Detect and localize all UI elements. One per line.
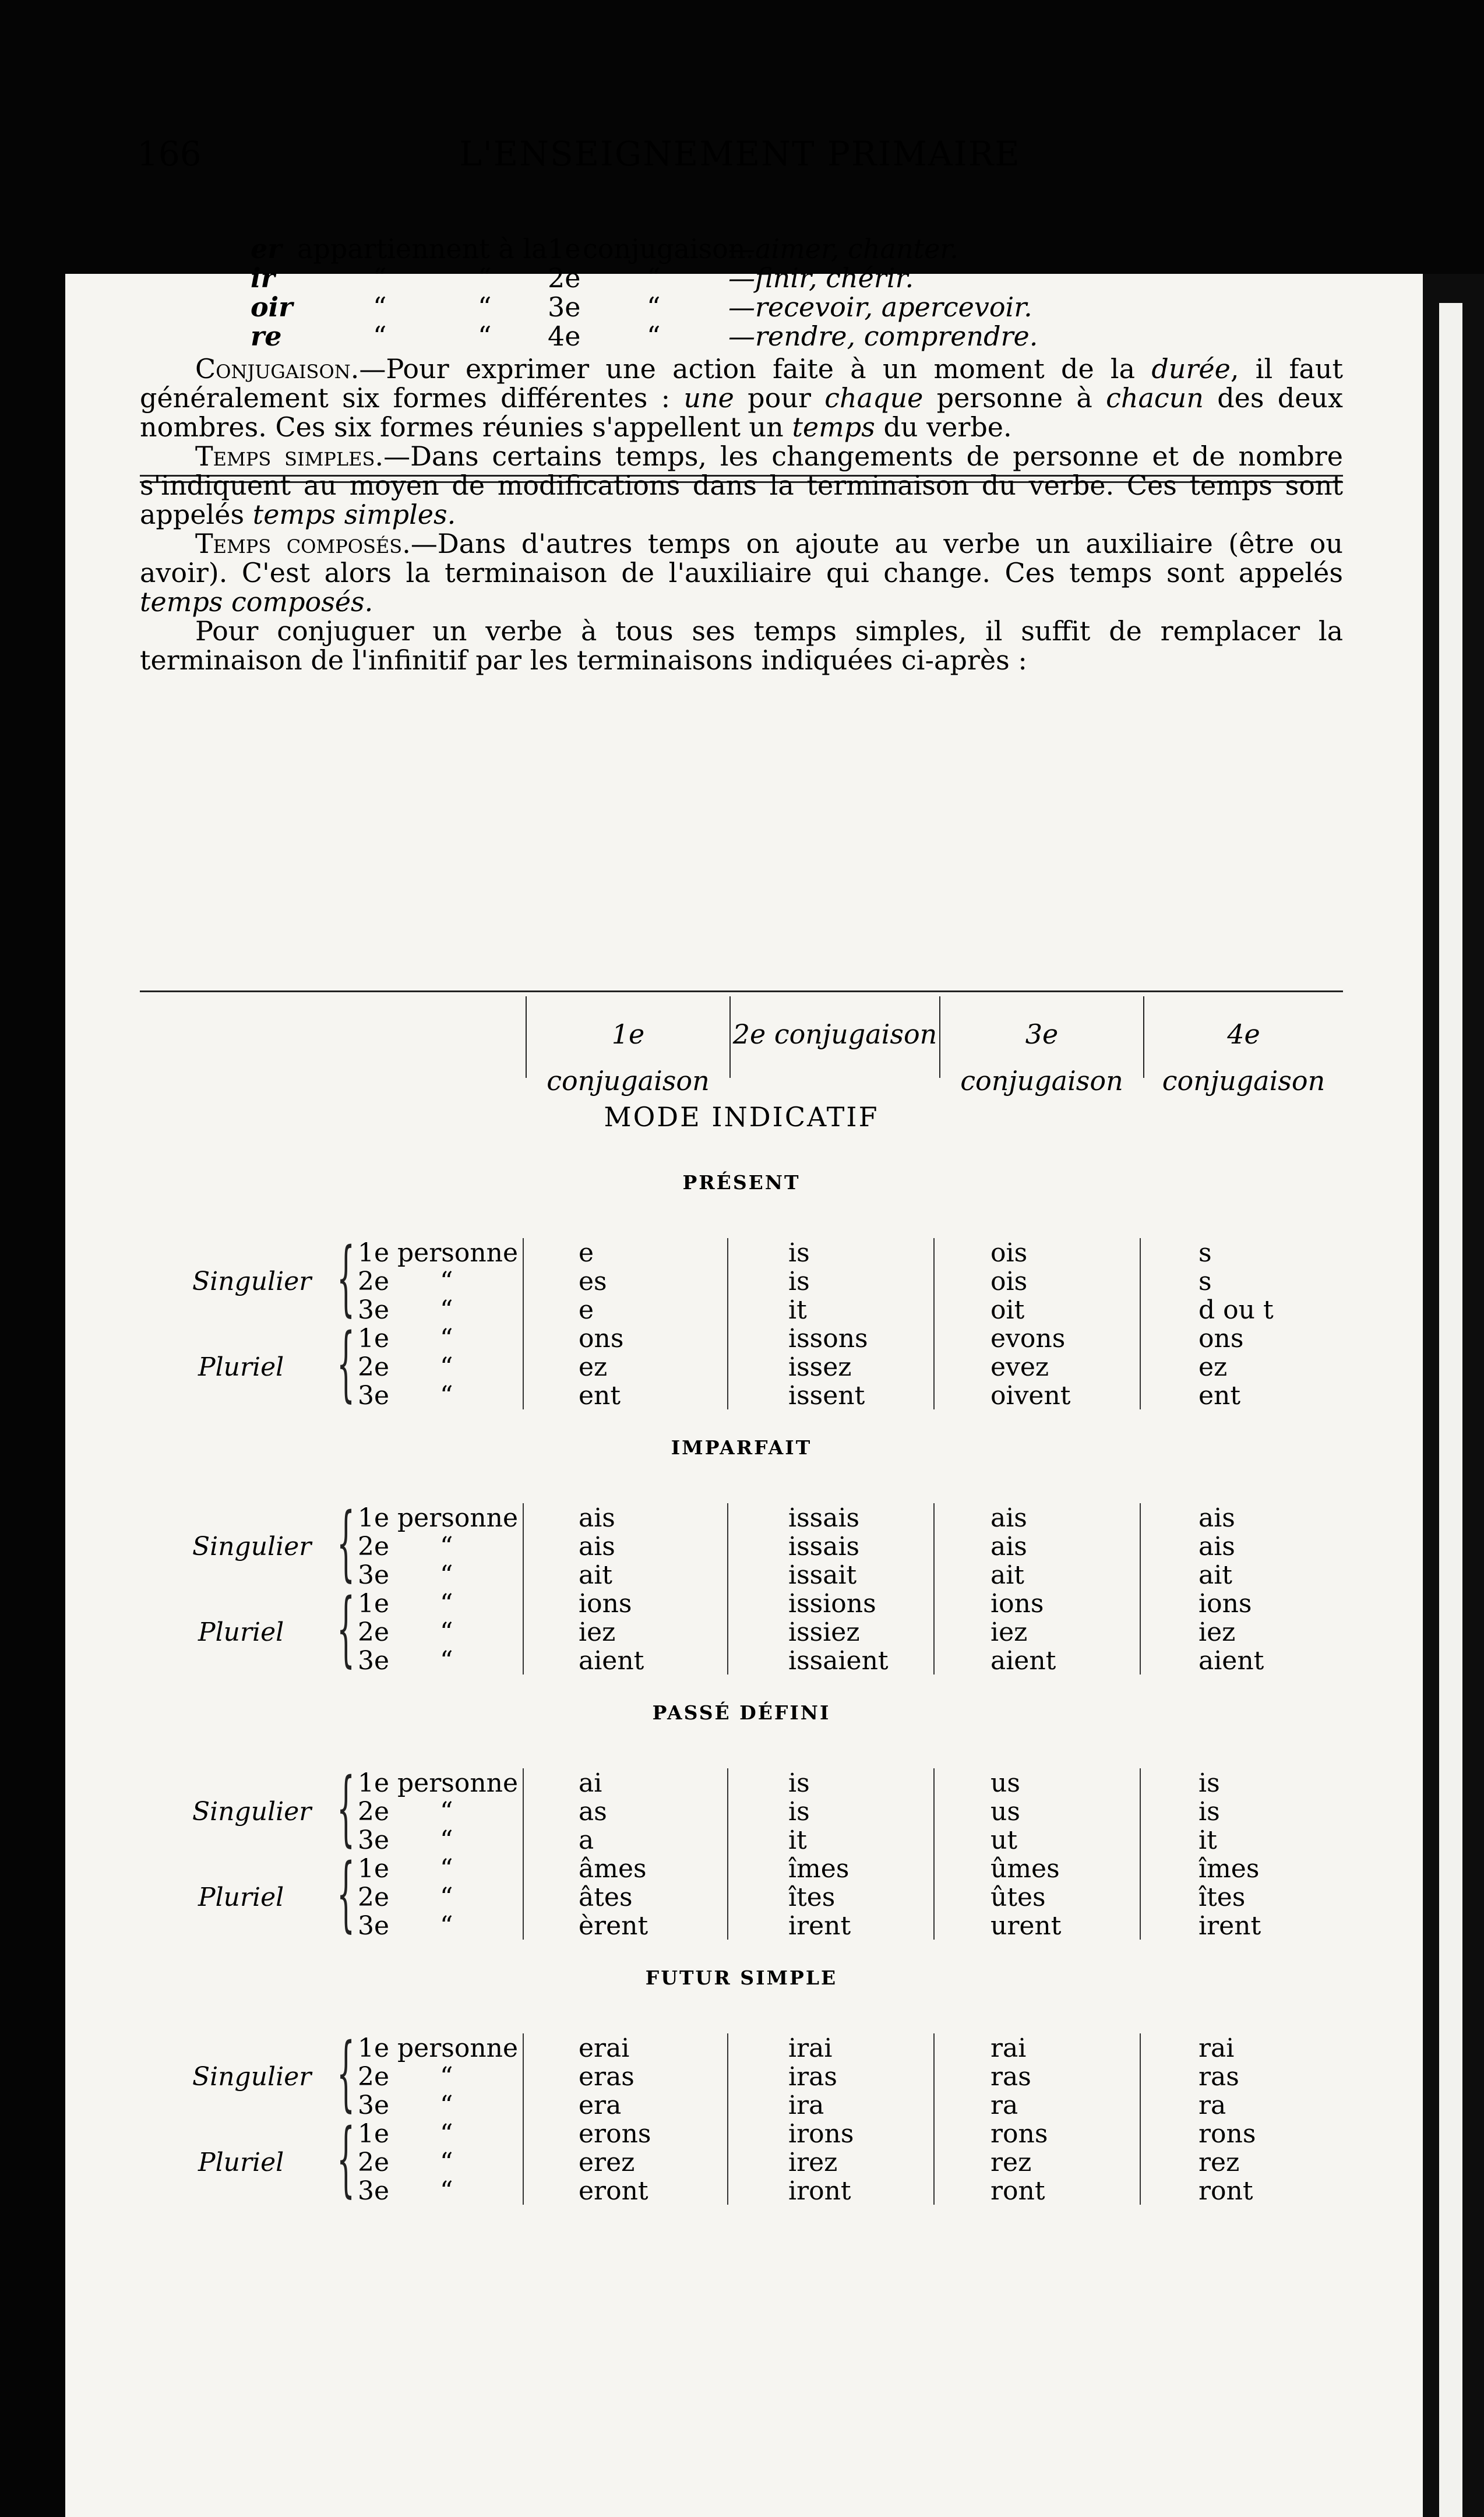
ditto-mark: “ bbox=[440, 1352, 453, 1382]
ending-cell: is bbox=[1199, 1768, 1220, 1798]
ending-cell: ois bbox=[990, 1267, 1028, 1296]
person-label: 1e bbox=[358, 1324, 390, 1353]
next-page-edge bbox=[1439, 303, 1462, 2517]
suffix: ir bbox=[251, 262, 275, 294]
tense-title: PRÉSENT bbox=[682, 1171, 801, 1194]
paragraph-instructions: Pour conjuguer un verbe à tous ses temps simples, il suffit de remplacer la terminaison de l'infinitif par les terminaisons indiquées ci-après : bbox=[140, 615, 1343, 676]
person-label: 1e bbox=[358, 1854, 390, 1884]
text-run: des deux nombres. Ces six formes réunies s'appellent un bbox=[140, 382, 1343, 443]
header-conj-2: 2e conjugaison bbox=[732, 1018, 937, 1050]
brace-plural: { bbox=[337, 1581, 355, 1676]
emphasis: chacun bbox=[1106, 382, 1204, 414]
ending-cell: âtes bbox=[579, 1883, 633, 1912]
group-label-plural: Pluriel bbox=[198, 1883, 284, 1912]
ending-cell: irai bbox=[788, 2033, 833, 2063]
column-divider bbox=[933, 1238, 935, 1409]
ending-cell: îtes bbox=[788, 1883, 836, 1912]
ditto-mark: “ bbox=[440, 1825, 453, 1855]
suffix-row bbox=[251, 233, 1241, 265]
emphasis: temps simples. bbox=[252, 499, 456, 530]
ending-cell: it bbox=[1199, 1825, 1217, 1855]
column-divider bbox=[523, 1238, 524, 1409]
ending-cell: irent bbox=[1199, 1911, 1261, 1941]
ending-cell: is bbox=[788, 1768, 810, 1798]
column-divider bbox=[727, 1503, 728, 1675]
paragraph-temps-composes bbox=[140, 529, 1343, 616]
emphasis: temps bbox=[792, 411, 875, 443]
brace-singular: { bbox=[337, 2026, 355, 2121]
ending-cell: issions bbox=[788, 1589, 876, 1619]
ending-cell: is bbox=[788, 1238, 810, 1268]
emphasis: chaque bbox=[824, 382, 923, 414]
column-divider bbox=[727, 1768, 728, 1940]
ending-cell: aient bbox=[990, 1646, 1056, 1676]
person-label: 2e bbox=[358, 2062, 390, 2092]
ending-cell: issent bbox=[788, 1381, 865, 1411]
ditto-mark: “ bbox=[440, 1560, 453, 1590]
paragraph-label: Temps simples. bbox=[195, 440, 384, 472]
brace-plural: { bbox=[337, 1846, 355, 1941]
column-divider bbox=[933, 1503, 935, 1675]
person-label: 3e bbox=[358, 1911, 390, 1941]
running-title: L'ENSEIGNEMENT PRIMAIRE bbox=[459, 134, 1021, 174]
ending-cell: issons bbox=[788, 1324, 868, 1353]
text-run: —Dans d'autres temps on ajoute au verbe un auxiliaire (être ou avoir). C'est alors la terminaison de l'auxiliaire qui change. Ces temps sont appelés bbox=[140, 528, 1343, 588]
suffix-tail: conjugaison. bbox=[583, 233, 755, 265]
page-number: 166 bbox=[137, 134, 202, 174]
group-label-singular: Singulier bbox=[192, 1797, 312, 1827]
person-label: 2e bbox=[358, 1267, 390, 1296]
conjugation-number: 2e bbox=[548, 262, 581, 294]
column-divider bbox=[523, 1768, 524, 1940]
ditto-mark: “ bbox=[440, 2148, 453, 2177]
text-run: du verbe. bbox=[875, 411, 1012, 443]
ending-cell: erez bbox=[579, 2148, 635, 2177]
conjugation-number: 3e bbox=[548, 291, 581, 323]
suffix-row bbox=[251, 320, 1241, 350]
ending-cell: issait bbox=[788, 1560, 857, 1590]
ending-cell: iras bbox=[788, 2062, 837, 2092]
paragraph-label: Conjugaison. bbox=[195, 353, 359, 385]
conjugation-number: 4e bbox=[548, 320, 581, 352]
ending-cell: ait bbox=[579, 1560, 612, 1590]
ending-cell: oit bbox=[990, 1295, 1025, 1325]
ditto-mark: “ bbox=[440, 1295, 453, 1325]
ending-cell: eras bbox=[579, 2062, 635, 2092]
ending-cell: it bbox=[788, 1295, 807, 1325]
ending-cell: is bbox=[788, 1267, 810, 1296]
paragraph-label: Temps composés. bbox=[195, 528, 411, 559]
ending-cell: d ou t bbox=[1199, 1295, 1274, 1325]
text-run: personne à bbox=[923, 382, 1106, 414]
ending-cell: rai bbox=[1199, 2033, 1235, 2063]
text-run: , il faut généralement six formes différentes : bbox=[140, 353, 1343, 414]
ditto-mark: “ bbox=[440, 1617, 453, 1647]
ending-cell: us bbox=[990, 1768, 1020, 1798]
brace-singular: { bbox=[337, 1761, 355, 1856]
column-divider bbox=[523, 1503, 524, 1675]
ending-cell: irons bbox=[788, 2119, 854, 2149]
ending-cell: ira bbox=[788, 2091, 824, 2120]
ending-cell: issais bbox=[788, 1503, 860, 1533]
column-divider bbox=[1140, 2033, 1141, 2205]
ending-cell: ut bbox=[990, 1825, 1018, 1855]
ending-cell: issaient bbox=[788, 1646, 889, 1676]
ditto-mark: “ bbox=[373, 262, 387, 294]
ending-cell: issiez bbox=[788, 1617, 860, 1647]
ending-cell: erai bbox=[579, 2033, 630, 2063]
ending-cell: a bbox=[579, 1825, 594, 1855]
ditto-mark: “ bbox=[440, 1911, 453, 1941]
suffix: re bbox=[251, 320, 282, 352]
ending-cell: ûtes bbox=[990, 1883, 1046, 1912]
ending-cell: as bbox=[579, 1797, 607, 1827]
ending-cell: e bbox=[579, 1238, 594, 1268]
ending-cell: issez bbox=[788, 1352, 852, 1382]
suffix-prefix: appartiennent à la bbox=[297, 233, 548, 265]
ending-cell: irent bbox=[788, 1911, 851, 1941]
ending-cell: rai bbox=[990, 2033, 1027, 2063]
ditto-mark: “ bbox=[440, 1532, 453, 1561]
person-label: 2e bbox=[358, 1797, 390, 1827]
group-label-singular: Singulier bbox=[192, 1267, 312, 1296]
suffix-row bbox=[251, 291, 1241, 323]
ending-cell: îmes bbox=[1199, 1854, 1260, 1884]
ending-cell: iez bbox=[579, 1617, 616, 1647]
ending-cell: is bbox=[1199, 1797, 1220, 1827]
ending-cell: erons bbox=[579, 2119, 651, 2149]
ending-cell: ais bbox=[990, 1503, 1027, 1533]
ending-cell: ent bbox=[1199, 1381, 1241, 1411]
column-divider bbox=[1140, 1768, 1141, 1940]
ending-cell: iez bbox=[1199, 1617, 1236, 1647]
ditto-mark: “ bbox=[440, 1381, 453, 1411]
emphasis: durée bbox=[1151, 353, 1231, 385]
ending-cell: aient bbox=[1199, 1646, 1264, 1676]
ending-cell: ront bbox=[990, 2176, 1045, 2206]
person-label: 1e personne bbox=[358, 1238, 519, 1268]
ditto-mark: “ bbox=[478, 291, 492, 323]
suffix-examples: —rendre, comprendre. bbox=[728, 320, 1038, 352]
ending-cell: ez bbox=[1199, 1352, 1228, 1382]
ending-cell: âmes bbox=[579, 1854, 647, 1884]
ditto-mark: “ bbox=[440, 1797, 453, 1827]
tense-title: PASSÉ DÉFINI bbox=[652, 1701, 831, 1724]
header-conj-4: 4e conjugaison bbox=[1162, 1018, 1326, 1097]
ending-cell: ons bbox=[1199, 1324, 1244, 1353]
column-divider bbox=[933, 1768, 935, 1940]
group-label-plural: Pluriel bbox=[198, 1617, 284, 1647]
person-label: 3e bbox=[358, 1381, 390, 1411]
person-label: 2e bbox=[358, 1352, 390, 1382]
ditto-mark: “ bbox=[440, 2119, 453, 2149]
ending-cell: ais bbox=[1199, 1532, 1235, 1561]
ending-cell: evez bbox=[990, 1352, 1049, 1382]
column-divider bbox=[933, 2033, 935, 2205]
ending-cell: rez bbox=[1199, 2148, 1240, 2177]
ditto-mark: “ bbox=[440, 1883, 453, 1912]
ditto-mark: “ bbox=[478, 320, 492, 352]
paragraph-temps-simples bbox=[140, 442, 1343, 529]
text-run: —Pour exprimer une action faite à un moment de la bbox=[359, 353, 1152, 385]
emphasis: temps composés. bbox=[140, 586, 373, 618]
ditto-mark: “ bbox=[440, 2176, 453, 2206]
ending-cell: ois bbox=[990, 1238, 1028, 1268]
person-label: 1e bbox=[358, 1589, 390, 1619]
person-label: 3e bbox=[358, 1825, 390, 1855]
ending-cell: ions bbox=[990, 1589, 1044, 1619]
ditto-mark: “ bbox=[440, 1267, 453, 1296]
ending-cell: ais bbox=[579, 1532, 615, 1561]
ending-cell: iront bbox=[788, 2176, 851, 2206]
ditto-mark: “ bbox=[440, 2062, 453, 2092]
ending-cell: s bbox=[1199, 1267, 1212, 1296]
ending-cell: ent bbox=[579, 1381, 621, 1411]
conjugation-number: 1e bbox=[548, 233, 581, 265]
suffix-list bbox=[251, 233, 1241, 350]
paragraph-conjugaison bbox=[140, 354, 1343, 442]
ending-cell: aient bbox=[579, 1646, 644, 1676]
ditto-mark: “ bbox=[440, 1589, 453, 1619]
ending-cell: ait bbox=[990, 1560, 1024, 1590]
ending-cell: evons bbox=[990, 1324, 1066, 1353]
text-run: —Dans certains temps, les changements de personne et de nombre s'indiquent au moyen de modifications dans la terminaison du verbe. Ces temps sont appelés bbox=[140, 440, 1343, 530]
person-label: 1e personne bbox=[358, 2033, 519, 2063]
brace-singular: { bbox=[337, 1231, 355, 1326]
column-divider bbox=[523, 2033, 524, 2205]
ending-cell: s bbox=[1199, 1238, 1212, 1268]
running-head bbox=[137, 134, 1343, 192]
ending-cell: rons bbox=[1199, 2119, 1256, 2149]
ditto-mark: “ bbox=[440, 1646, 453, 1676]
ending-cell: ai bbox=[579, 1768, 602, 1798]
suffix-examples: —aimer, chanter. bbox=[728, 233, 958, 265]
suffix-examples: —finir, chérir. bbox=[728, 262, 914, 294]
person-label: 3e bbox=[358, 2176, 390, 2206]
ending-cell: ez bbox=[579, 1352, 608, 1382]
ending-cell: rons bbox=[990, 2119, 1048, 2149]
header-conj-1: 1e conjugaison bbox=[547, 1018, 710, 1097]
ending-cell: ûmes bbox=[990, 1854, 1060, 1884]
ending-cell: eront bbox=[579, 2176, 648, 2206]
ditto-mark: “ bbox=[373, 291, 387, 323]
ending-cell: era bbox=[579, 2091, 622, 2120]
ending-cell: ais bbox=[579, 1503, 615, 1533]
ending-cell: issais bbox=[788, 1532, 860, 1561]
ditto-mark: “ bbox=[647, 262, 661, 294]
ending-cell: it bbox=[788, 1825, 807, 1855]
suffix: er bbox=[251, 233, 282, 265]
conjugation-header bbox=[140, 990, 1343, 1097]
header-conj-3: 3e conjugaison bbox=[960, 1018, 1123, 1097]
suffix-row bbox=[251, 262, 1241, 294]
person-label: 2e bbox=[358, 1532, 390, 1561]
person-label: 3e bbox=[358, 2091, 390, 2120]
ending-cell: irez bbox=[788, 2148, 838, 2177]
group-label-singular: Singulier bbox=[192, 2062, 312, 2092]
ending-cell: urent bbox=[990, 1911, 1062, 1941]
ditto-mark: “ bbox=[647, 320, 661, 352]
mode-title: MODE INDICATIF bbox=[604, 1101, 879, 1133]
brace-singular: { bbox=[337, 1496, 355, 1591]
tense-title: IMPARFAIT bbox=[671, 1436, 812, 1459]
ending-cell: ront bbox=[1199, 2176, 1253, 2206]
ditto-mark: “ bbox=[440, 2091, 453, 2120]
person-label: 3e bbox=[358, 1560, 390, 1590]
ending-cell: is bbox=[788, 1797, 810, 1827]
ending-cell: îmes bbox=[788, 1854, 849, 1884]
column-divider bbox=[727, 1238, 728, 1409]
ending-cell: e bbox=[579, 1295, 594, 1325]
person-label: 1e personne bbox=[358, 1768, 519, 1798]
person-label: 3e bbox=[358, 1295, 390, 1325]
person-label: 1e bbox=[358, 2119, 390, 2149]
group-label-plural: Pluriel bbox=[198, 2148, 284, 2177]
person-label: 2e bbox=[358, 2148, 390, 2177]
text-run: pour bbox=[734, 382, 825, 414]
suffix: oir bbox=[251, 291, 293, 323]
ending-cell: rez bbox=[990, 2148, 1032, 2177]
body-text bbox=[140, 354, 1343, 675]
group-label-singular: Singulier bbox=[192, 1532, 312, 1561]
ending-cell: ait bbox=[1199, 1560, 1232, 1590]
ending-cell: îtes bbox=[1199, 1883, 1246, 1912]
ending-cell: ra bbox=[990, 2091, 1018, 2120]
suffix-examples: —recevoir, apercevoir. bbox=[728, 291, 1032, 323]
ending-cell: iez bbox=[990, 1617, 1028, 1647]
ending-cell: èrent bbox=[579, 1911, 648, 1941]
column-divider bbox=[1140, 1238, 1141, 1409]
brace-plural: { bbox=[337, 2111, 355, 2206]
ditto-mark: “ bbox=[373, 320, 387, 352]
ending-cell: es bbox=[579, 1267, 607, 1296]
ending-cell: oivent bbox=[990, 1381, 1071, 1411]
ditto-mark: “ bbox=[440, 1324, 453, 1353]
brace-plural: { bbox=[337, 1316, 355, 1411]
person-label: 3e bbox=[358, 1646, 390, 1676]
ditto-mark: “ bbox=[440, 1854, 453, 1884]
person-label: 2e bbox=[358, 1883, 390, 1912]
ending-cell: ras bbox=[1199, 2062, 1239, 2092]
group-label-plural: Pluriel bbox=[198, 1352, 284, 1382]
ending-cell: ras bbox=[990, 2062, 1031, 2092]
emphasis: une bbox=[683, 382, 734, 414]
ending-cell: us bbox=[990, 1797, 1020, 1827]
column-divider bbox=[727, 2033, 728, 2205]
person-label: 2e bbox=[358, 1617, 390, 1647]
ending-cell: ons bbox=[579, 1324, 624, 1353]
ditto-mark: “ bbox=[478, 262, 492, 294]
ending-cell: ions bbox=[1199, 1589, 1252, 1619]
ending-cell: ions bbox=[579, 1589, 632, 1619]
ending-cell: ais bbox=[990, 1532, 1027, 1561]
person-label: 1e personne bbox=[358, 1503, 519, 1533]
column-divider bbox=[1140, 1503, 1141, 1675]
ending-cell: ra bbox=[1199, 2091, 1226, 2120]
ditto-mark: “ bbox=[647, 291, 661, 323]
tense-title: FUTUR SIMPLE bbox=[645, 1966, 838, 1989]
ending-cell: ais bbox=[1199, 1503, 1235, 1533]
